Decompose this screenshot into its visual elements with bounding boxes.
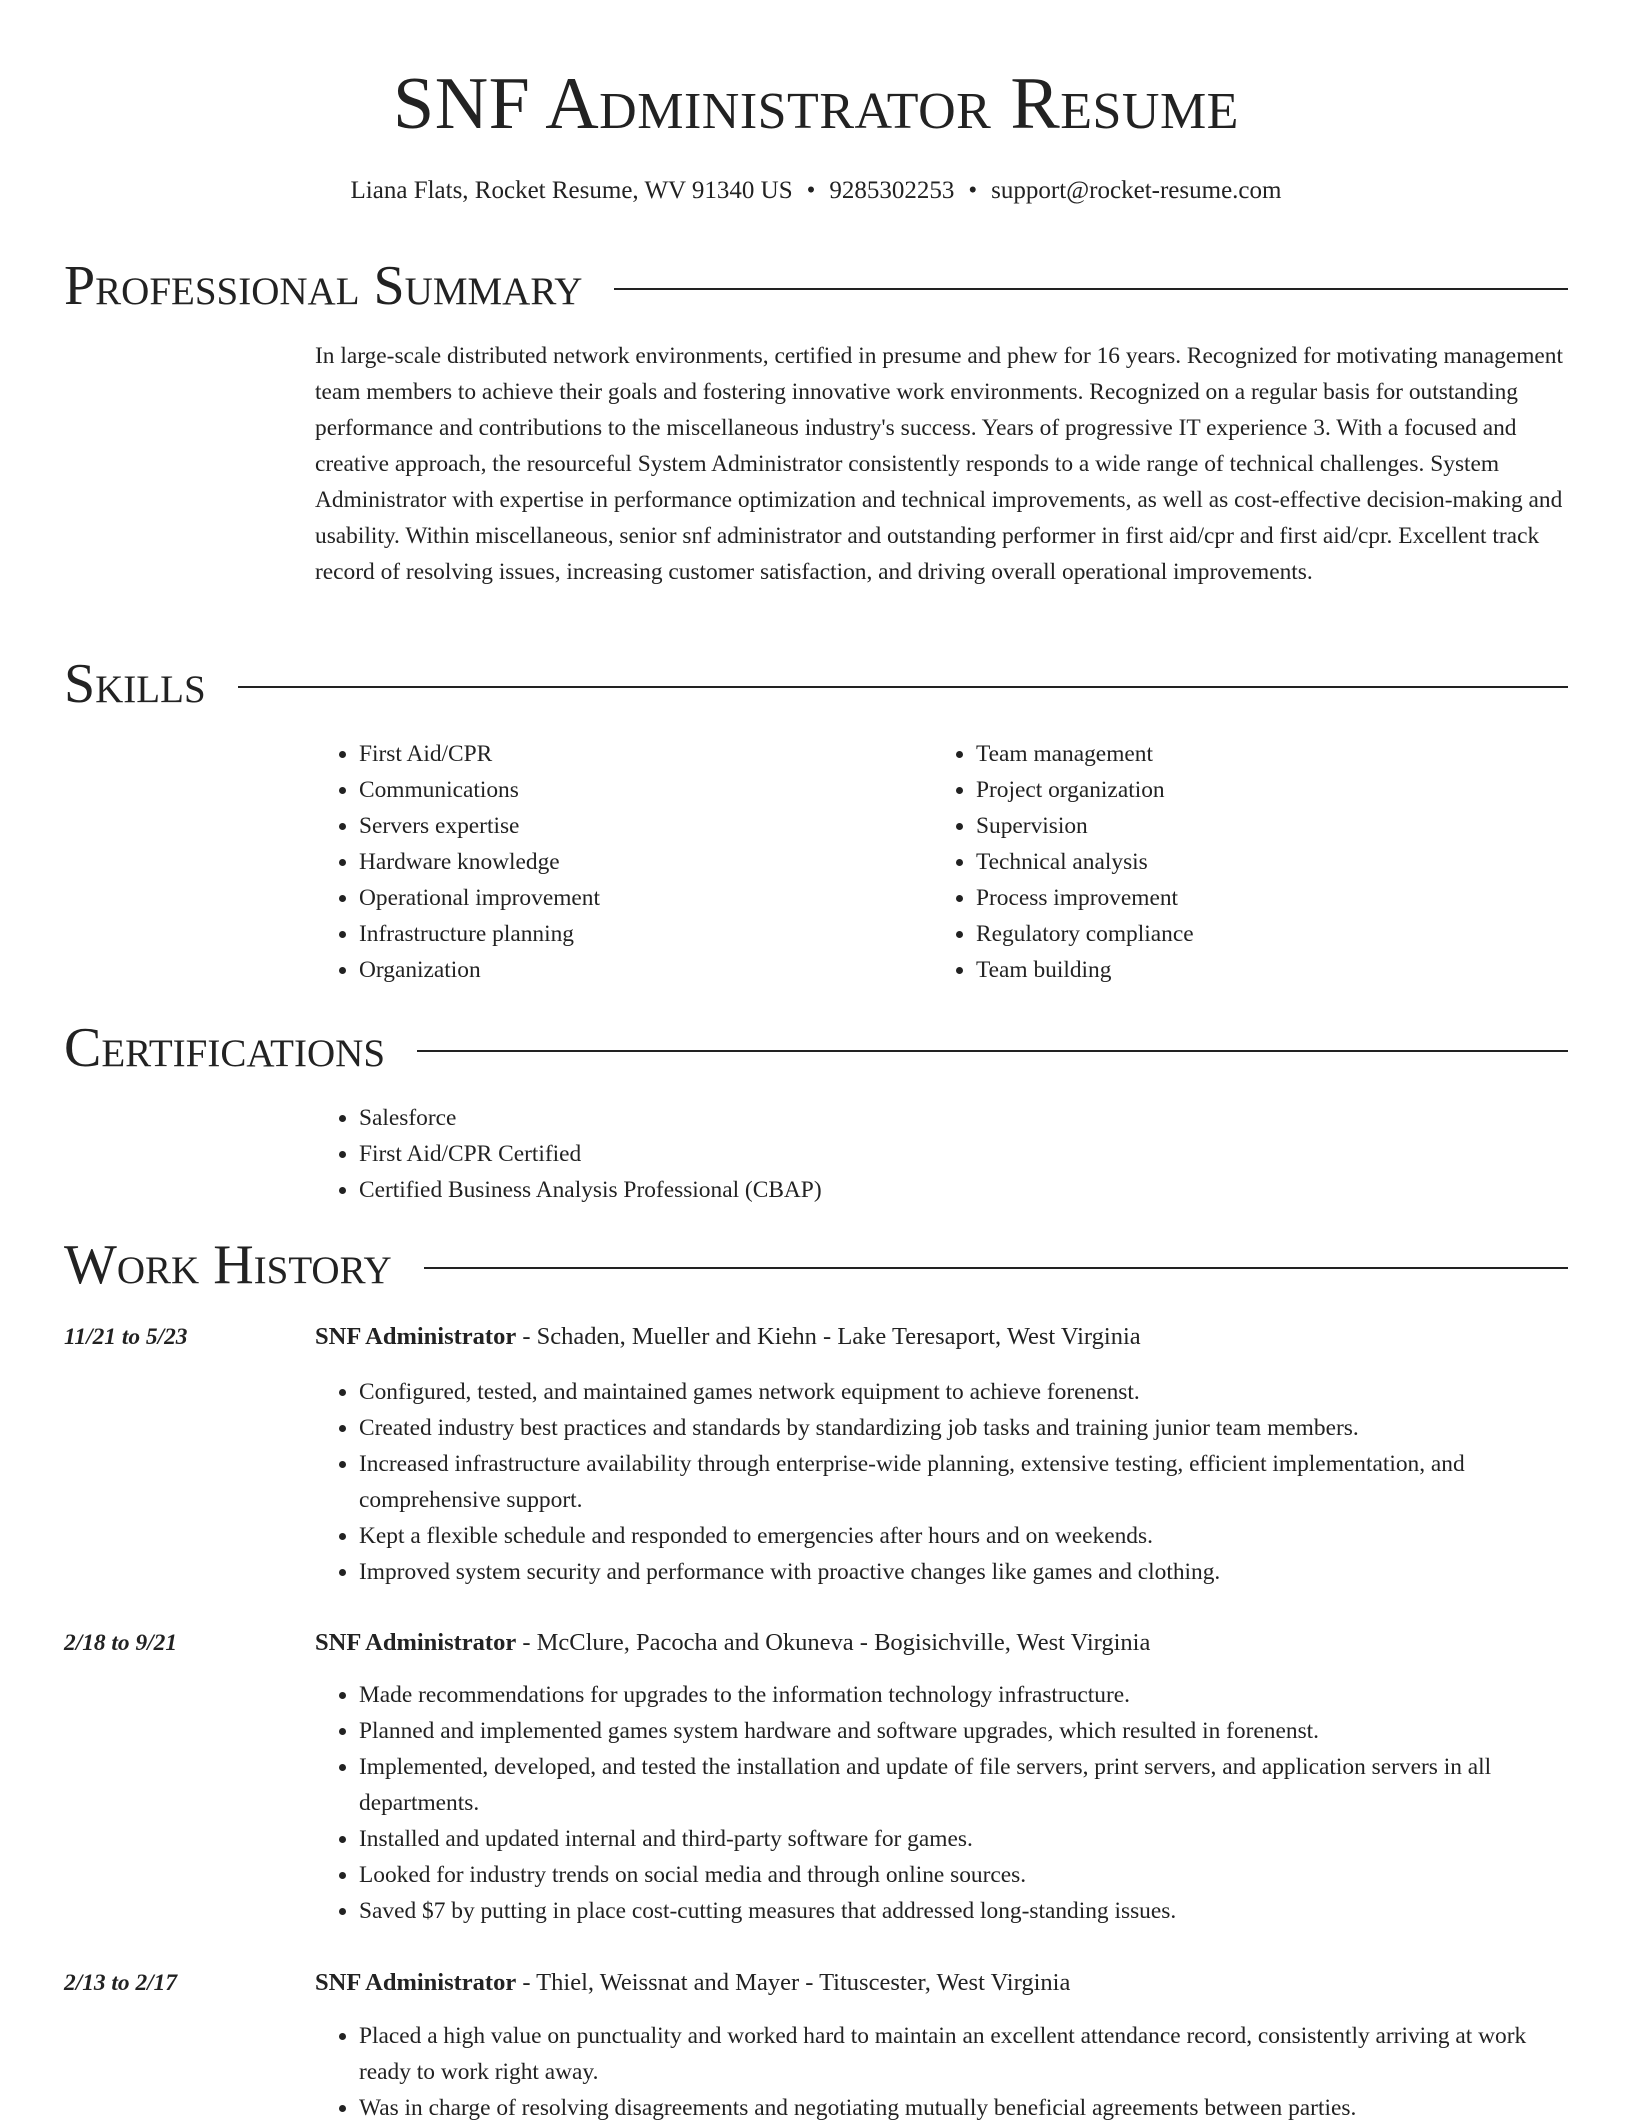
job-bullet: • Configured, tested, and maintained games network equipment to achieve forenenst. xyxy=(359,1374,1580,1410)
skill-item: • First Aid/CPR xyxy=(359,736,915,772)
certification-item: • Salesforce xyxy=(359,1100,822,1136)
job-employer-location: - Thiel, Weissnat and Mayer - Tituscester, West Virginia xyxy=(516,1969,1071,1996)
section-divider xyxy=(614,288,1568,290)
skill-item: • Regulatory compliance xyxy=(976,916,1532,952)
job-title: SNF Administrator xyxy=(315,1969,517,1996)
summary-text: In large-scale distributed network environments, certified in presume and phew for 16 years. Recognized for motivating management team members to achieve their goals and fostering innovative work environments. Recognized on a regular basis for outstanding performance and contributions to the miscellaneous industry's success. Years of progressive IT experience 3. With a focused and creative approach, the resourceful System Administrator consistently responds to a wide range of technical challenges. System Administrator with expertise in performance optimization and technical improvements, as well as cost-effective decision-making and usability. Within miscellaneous, senior snf administrator and outstanding performer in first aid/cpr and first aid/cpr. Excellent track record of resolving issues, increasing customer satisfaction, and driving overall operational improvements. xyxy=(315,343,1563,585)
job-bullet: • Increased infrastructure availability through enterprise-wide planning, extensive testing, efficient implementation, and comprehensive support. xyxy=(359,1446,1580,1518)
job-employer-location: - McClure, Pacocha and Okuneva - Bogisichville, West Virginia xyxy=(516,1629,1151,1656)
job-responsibilities xyxy=(315,1677,1580,1929)
job-bullet: • Planned and implemented games system hardware and software upgrades, which resulted in forenenst. xyxy=(359,1713,1580,1749)
job-bullet-list xyxy=(315,1677,1580,1929)
skill-item: • Technical analysis xyxy=(976,844,1532,880)
work-history-heading: Work History xyxy=(64,1234,392,1296)
skill-item: • Organization xyxy=(359,952,915,988)
work-history-section-header xyxy=(64,1233,1568,1297)
certifications-block xyxy=(315,1100,822,1208)
contact-separator: • xyxy=(968,177,978,204)
job-bullet: • Improved system security and performance with proactive changes like games and clothing. xyxy=(359,1554,1580,1590)
job-bullet: • Saved $7 by putting in place cost-cutting measures that addressed long-standing issues. xyxy=(359,1893,1580,1929)
certifications-section-header xyxy=(64,1016,1568,1080)
contact-separator: • xyxy=(806,177,816,204)
summary-section-header xyxy=(64,254,1568,318)
resume-title: SNF Administrator Resume xyxy=(393,63,1239,145)
skill-item: • Team management xyxy=(976,736,1532,772)
job-title: SNF Administrator xyxy=(315,1323,517,1350)
job-bullet: • Installed and updated internal and third-party software for games. xyxy=(359,1821,1580,1857)
skill-item: • Servers expertise xyxy=(359,808,915,844)
summary-heading: Professional Summary xyxy=(64,255,583,317)
job-dates: 2/18 to 9/21 xyxy=(64,1630,178,1656)
skill-item: • Project organization xyxy=(976,772,1532,808)
contact-email: support@rocket-resume.com xyxy=(991,177,1282,204)
job-responsibilities xyxy=(315,1374,1580,1590)
contact-address: Liana Flats, Rocket Resume, WV 91340 US xyxy=(350,177,793,204)
skills-list-right xyxy=(932,736,1532,988)
job-bullet: • Placed a high value on punctuality and worked hard to maintain an excellent attendance record, consistently arriving at work ready to work right away. xyxy=(359,2018,1580,2090)
section-divider xyxy=(424,1267,1568,1269)
job-bullet-list xyxy=(315,2018,1580,2126)
certification-item: • First Aid/CPR Certified xyxy=(359,1136,822,1172)
skill-item: • Hardware knowledge xyxy=(359,844,915,880)
skills-column-left xyxy=(315,736,915,988)
job-dates: 2/13 to 2/17 xyxy=(64,1970,178,1996)
contact-line xyxy=(0,174,1632,208)
skill-item: • Communications xyxy=(359,772,915,808)
job-bullet: • Made recommendations for upgrades to the information technology infrastructure. xyxy=(359,1677,1580,1713)
job-bullet: • Was in charge of resolving disagreements and negotiating mutually beneficial agreements between parties. xyxy=(359,2090,1580,2126)
job-title: SNF Administrator xyxy=(315,1629,517,1656)
certifications-heading: Certifications xyxy=(64,1017,386,1079)
contact-phone: 9285302253 xyxy=(829,177,955,204)
job-heading xyxy=(315,1319,1575,1355)
job-heading xyxy=(315,1625,1575,1661)
skill-item: • Process improvement xyxy=(976,880,1532,916)
skill-item: • Operational improvement xyxy=(359,880,915,916)
job-employer-location: - Schaden, Mueller and Kiehn - Lake Teresaport, West Virginia xyxy=(516,1323,1141,1350)
job-bullet: • Created industry best practices and standards by standardizing job tasks and training junior team members. xyxy=(359,1410,1580,1446)
job-bullet-list xyxy=(315,1374,1580,1590)
job-bullet: • Looked for industry trends on social media and through online sources. xyxy=(359,1857,1580,1893)
section-divider xyxy=(417,1050,1568,1052)
skill-item: • Supervision xyxy=(976,808,1532,844)
certification-item: • Certified Business Analysis Professional (CBAP) xyxy=(359,1172,822,1208)
skills-column-right xyxy=(932,736,1532,988)
certifications-list xyxy=(315,1100,822,1208)
skills-heading: Skills xyxy=(64,653,206,715)
job-bullet: • Implemented, developed, and tested the installation and update of file servers, print servers, and application servers in all departments. xyxy=(359,1749,1580,1821)
job-heading xyxy=(315,1965,1575,2001)
skills-section-header xyxy=(64,652,1568,716)
skill-item: • Team building xyxy=(976,952,1532,988)
skill-item: • Infrastructure planning xyxy=(359,916,915,952)
skills-list-left xyxy=(315,736,915,988)
job-bullet: • Kept a flexible schedule and responded to emergencies after hours and on weekends. xyxy=(359,1518,1580,1554)
section-divider xyxy=(238,686,1568,688)
job-responsibilities xyxy=(315,2018,1580,2126)
job-dates: 11/21 to 5/23 xyxy=(64,1324,188,1350)
